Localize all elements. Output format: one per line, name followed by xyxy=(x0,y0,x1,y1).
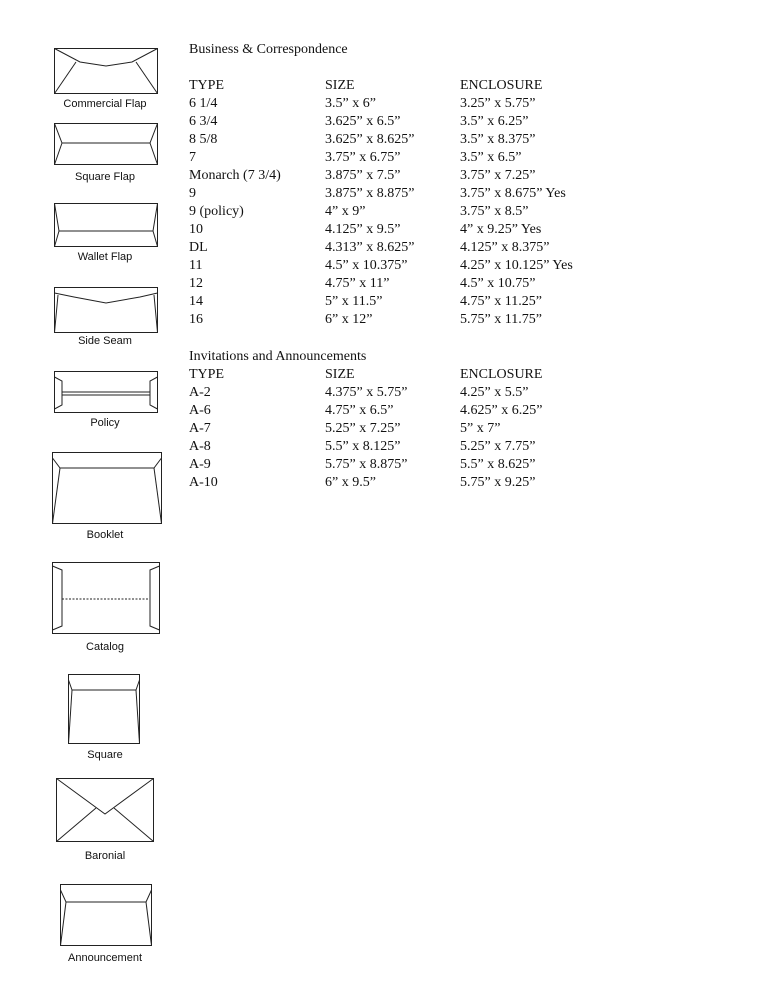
cell-size: 3.875” x 8.875” xyxy=(325,186,415,201)
side-seam-label: Side Seam xyxy=(78,335,132,347)
square-flap-icon xyxy=(54,123,158,165)
commercial-flap-label: Commercial Flap xyxy=(63,98,147,110)
cell-type: 7 xyxy=(189,150,196,165)
cell-enclosure: 4.25” x 10.125” Yes xyxy=(460,258,573,273)
cell-type: A-8 xyxy=(189,439,211,454)
cell-size: 4.125” x 9.5” xyxy=(325,222,401,237)
booklet-icon xyxy=(52,452,162,524)
baronial-label: Baronial xyxy=(84,850,126,862)
cell-enclosure: 4.625” x 6.25” xyxy=(460,403,543,418)
invitations-header-enclosure: ENCLOSURE xyxy=(460,367,543,382)
square-flap-label: Square Flap xyxy=(75,171,135,183)
cell-enclosure: 3.75” x 7.25” xyxy=(460,168,536,183)
wallet-flap-label: Wallet Flap xyxy=(77,251,133,263)
baronial-envelope xyxy=(0,778,190,866)
cell-enclosure: 5.25” x 7.75” xyxy=(460,439,536,454)
cell-enclosure: 4.25” x 5.5” xyxy=(460,385,529,400)
cell-size: 5.75” x 8.875” xyxy=(325,457,408,472)
cell-enclosure: 5” x 7” xyxy=(460,421,501,436)
cell-type: Monarch (7 3/4) xyxy=(189,168,281,183)
announcement-envelope xyxy=(0,884,190,970)
cell-size: 6” x 12” xyxy=(325,312,373,327)
invitations-header-size: SIZE xyxy=(325,367,355,382)
commercial-flap-icon xyxy=(54,48,158,94)
cell-type: DL xyxy=(189,240,208,255)
cell-type: 12 xyxy=(189,276,203,291)
baronial-icon xyxy=(56,778,154,842)
cell-type: 6 3/4 xyxy=(189,114,218,129)
wallet-flap-icon xyxy=(54,203,158,247)
cell-enclosure: 5.75” x 9.25” xyxy=(460,475,536,490)
cell-type: A-9 xyxy=(189,457,211,472)
catalog-label: Catalog xyxy=(86,641,124,653)
cell-enclosure: 3.25” x 5.75” xyxy=(460,96,536,111)
cell-type: A-6 xyxy=(189,403,211,418)
cell-enclosure: 3.5” x 6.5” xyxy=(460,150,522,165)
policy-envelope xyxy=(0,371,190,437)
cell-size: 5” x 11.5” xyxy=(325,294,383,309)
cell-size: 5.5” x 8.125” xyxy=(325,439,401,454)
cell-size: 4.75” x 6.5” xyxy=(325,403,394,418)
catalog-icon xyxy=(52,562,160,634)
cell-enclosure: 3.75” x 8.5” xyxy=(460,204,529,219)
cell-size: 3.625” x 6.5” xyxy=(325,114,401,129)
cell-type: 16 xyxy=(189,312,203,327)
booklet-envelope xyxy=(0,452,190,542)
cell-enclosure: 3.75” x 8.675” Yes xyxy=(460,186,566,201)
side-seam-envelope xyxy=(0,287,190,353)
business-header-size: SIZE xyxy=(325,78,355,93)
square-label: Square xyxy=(87,749,123,761)
wallet-flap-envelope xyxy=(0,203,190,269)
cell-type: 8 5/8 xyxy=(189,132,218,147)
policy-icon xyxy=(54,371,158,413)
cell-enclosure: 4.75” x 11.25” xyxy=(460,294,542,309)
square-icon xyxy=(68,674,140,744)
cell-size: 3.625” x 8.625” xyxy=(325,132,415,147)
policy-label: Policy xyxy=(90,417,120,429)
cell-size: 4.5” x 10.375” xyxy=(325,258,408,273)
cell-enclosure: 4.125” x 8.375” xyxy=(460,240,550,255)
catalog-envelope xyxy=(0,562,190,654)
square-envelope xyxy=(0,674,190,764)
cell-type: 11 xyxy=(189,258,203,273)
cell-enclosure: 5.75” x 11.75” xyxy=(460,312,542,327)
cell-size: 6” x 9.5” xyxy=(325,475,376,490)
invitations-header-type: TYPE xyxy=(189,367,224,382)
cell-type: A-7 xyxy=(189,421,211,436)
side-seam-icon xyxy=(54,287,158,333)
cell-enclosure: 3.5” x 8.375” xyxy=(460,132,536,147)
business-header-type: TYPE xyxy=(189,78,224,93)
announcement-label: Announcement xyxy=(68,952,142,964)
cell-type: 9 (policy) xyxy=(189,204,244,219)
cell-type: 9 xyxy=(189,186,196,201)
cell-size: 4” x 9” xyxy=(325,204,366,219)
business-header-enclosure: ENCLOSURE xyxy=(460,78,543,93)
announcement-icon xyxy=(60,884,152,946)
cell-enclosure: 3.5” x 6.25” xyxy=(460,114,529,129)
cell-enclosure: 4.5” x 10.75” xyxy=(460,276,536,291)
commercial-flap-envelope xyxy=(0,48,190,114)
cell-type: 10 xyxy=(189,222,203,237)
cell-size: 4.313” x 8.625” xyxy=(325,240,415,255)
booklet-label: Booklet xyxy=(86,529,124,541)
cell-type: 6 1/4 xyxy=(189,96,218,111)
cell-type: A-2 xyxy=(189,385,211,400)
cell-size: 3.75” x 6.75” xyxy=(325,150,401,165)
cell-size: 5.25” x 7.25” xyxy=(325,421,401,436)
cell-size: 3.5” x 6” xyxy=(325,96,376,111)
square-flap-envelope xyxy=(0,123,190,189)
cell-size: 3.875” x 7.5” xyxy=(325,168,401,183)
business-title: Business & Correspondence xyxy=(189,42,348,57)
cell-size: 4.375” x 5.75” xyxy=(325,385,408,400)
cell-type: A-10 xyxy=(189,475,218,490)
cell-enclosure: 4” x 9.25” Yes xyxy=(460,222,542,237)
cell-size: 4.75” x 11” xyxy=(325,276,390,291)
cell-enclosure: 5.5” x 8.625” xyxy=(460,457,536,472)
cell-type: 14 xyxy=(189,294,203,309)
invitations-title: Invitations and Announcements xyxy=(189,349,367,364)
